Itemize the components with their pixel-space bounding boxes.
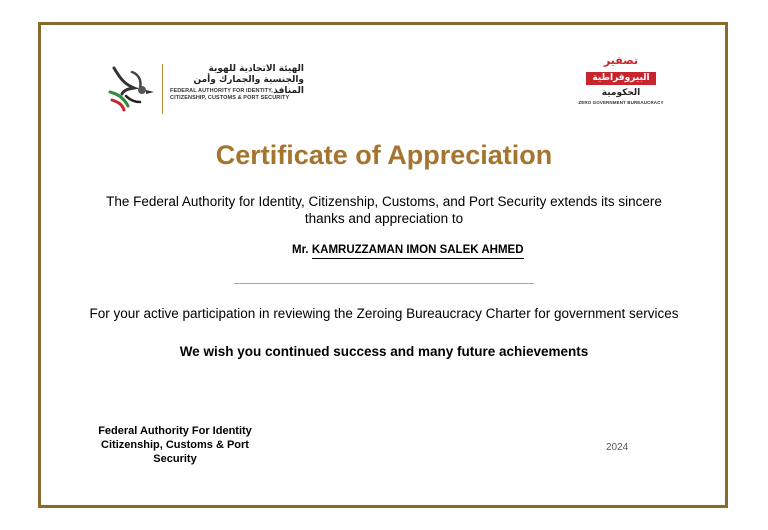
english-authority-name xyxy=(170,88,310,102)
falcon-emblem-icon xyxy=(104,62,158,114)
certificate-year: 2024 xyxy=(606,442,629,453)
certificate-title: Certificate of Appreciation xyxy=(215,140,553,170)
wish-text: We wish you continued success and many future achievements xyxy=(179,344,589,359)
recipient-prefix: Mr. xyxy=(292,244,309,256)
logo-arabic-top: تصفير xyxy=(603,54,639,67)
arabic-line-2: والجنسية والجمارك وأمن المنافذ xyxy=(193,75,304,96)
arabic-line-1: الهيئة الاتحادية للهوية xyxy=(208,64,304,74)
recipient-name: KAMRUZZAMAN IMON SALEK AHMED xyxy=(312,244,524,259)
participation-text: For your active participation in reviewing the Zeroing Bureaucracy Charter for government services xyxy=(89,306,679,321)
footer-org-line-3: Security xyxy=(153,453,197,465)
english-line-2: CITIZENSHIP, CUSTOMS & PORT SECURITY xyxy=(170,95,290,101)
footer-org-line-1: Federal Authority For Identity xyxy=(98,425,252,437)
gold-divider xyxy=(234,283,534,284)
zero-bureaucracy-logo xyxy=(576,54,666,116)
intro-line-2: thanks and appreciation to xyxy=(304,211,464,226)
recipient xyxy=(292,244,524,256)
logo-arabic-bottom: الحكومية xyxy=(601,88,641,98)
intro-text xyxy=(58,193,710,227)
footer-org-line-2: Citizenship, Customs & Port xyxy=(101,439,249,451)
footer-organization xyxy=(70,424,280,466)
english-line-1: FEDERAL AUTHORITY FOR IDENTITY, xyxy=(170,88,273,94)
intro-line-1: The Federal Authority for Identity, Citizenship, Customs, and Port Security extends its sincere xyxy=(106,194,662,209)
logo-arabic-middle: البيروقراطية xyxy=(586,72,655,85)
federal-authority-logo xyxy=(104,60,304,116)
logo-english-caption: ZERO GOVERNMENT BUREAUCRACY xyxy=(578,100,664,105)
logo-divider xyxy=(162,64,163,114)
